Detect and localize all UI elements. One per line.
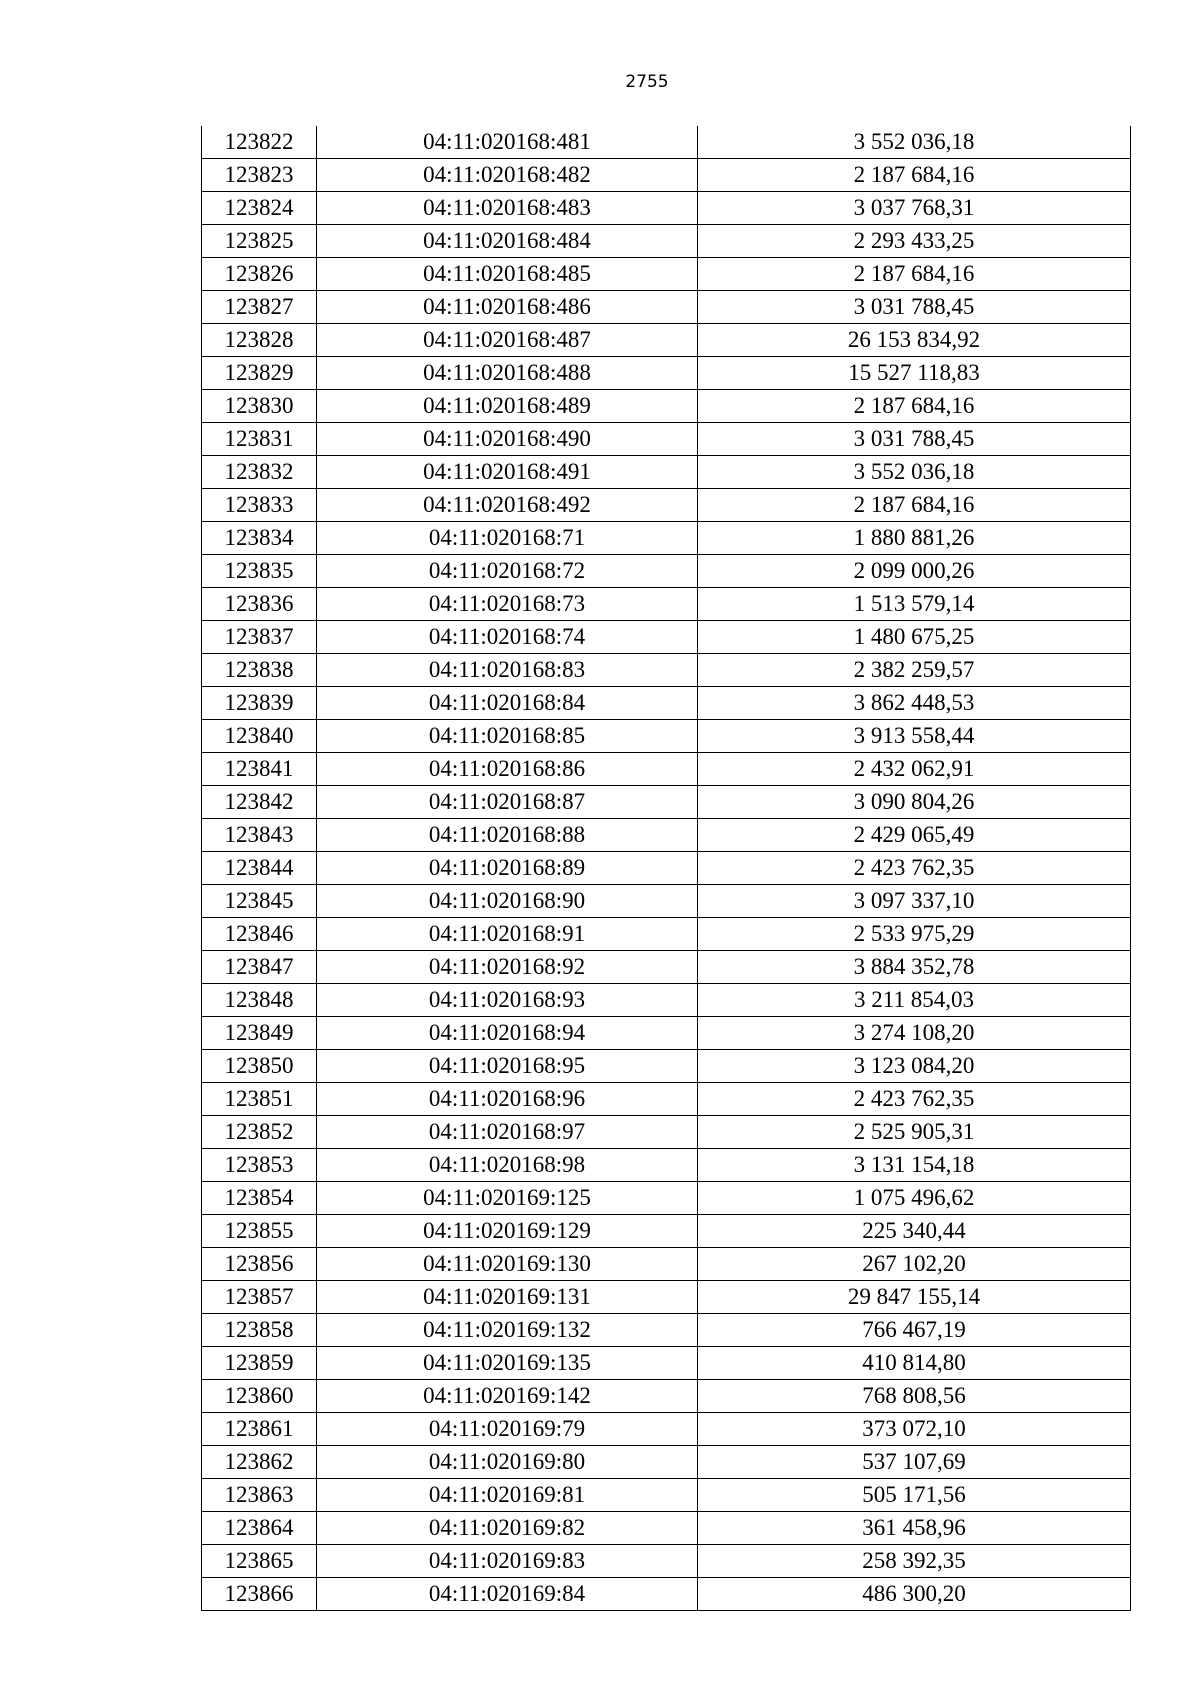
row-number-cell: 123844 (202, 852, 317, 885)
row-number-cell: 123847 (202, 951, 317, 984)
row-number-cell: 123852 (202, 1116, 317, 1149)
row-number-cell: 123838 (202, 654, 317, 687)
row-number-cell: 123822 (202, 126, 317, 159)
table-row (202, 390, 1131, 423)
table-row (202, 489, 1131, 522)
cadastral-value-cell: 15 527 118,83 (698, 357, 1131, 390)
row-number-cell: 123850 (202, 1050, 317, 1083)
cadastral-number-cell: 04:11:020168:91 (317, 918, 698, 951)
cadastral-value-cell: 2 293 433,25 (698, 225, 1131, 258)
row-number-cell: 123862 (202, 1446, 317, 1479)
table-row (202, 159, 1131, 192)
cadastral-number-cell: 04:11:020168:95 (317, 1050, 698, 1083)
cadastral-number-cell: 04:11:020169:79 (317, 1413, 698, 1446)
table-row (202, 852, 1131, 885)
table-row (202, 720, 1131, 753)
cadastral-value-cell: 3 090 804,26 (698, 786, 1131, 819)
cadastral-number-cell: 04:11:020168:90 (317, 885, 698, 918)
cadastral-value-cell: 2 187 684,16 (698, 489, 1131, 522)
cadastral-value-cell: 3 913 558,44 (698, 720, 1131, 753)
page-number: 2755 (625, 72, 669, 92)
cadastral-number-cell: 04:11:020168:481 (317, 126, 698, 159)
cadastral-number-cell: 04:11:020168:84 (317, 687, 698, 720)
cadastral-number-cell: 04:11:020169:80 (317, 1446, 698, 1479)
table-row (202, 984, 1131, 1017)
row-number-cell: 123839 (202, 687, 317, 720)
row-number-cell: 123841 (202, 753, 317, 786)
table-row (202, 951, 1131, 984)
cadastral-number-cell: 04:11:020168:83 (317, 654, 698, 687)
row-number-cell: 123829 (202, 357, 317, 390)
cadastral-number-cell: 04:11:020169:130 (317, 1248, 698, 1281)
cadastral-value-cell: 3 131 154,18 (698, 1149, 1131, 1182)
cadastral-value-cell: 2 187 684,16 (698, 390, 1131, 423)
row-number-cell: 123860 (202, 1380, 317, 1413)
cadastral-value-cell: 3 552 036,18 (698, 126, 1131, 159)
cadastral-number-cell: 04:11:020169:131 (317, 1281, 698, 1314)
cadastral-number-cell: 04:11:020168:72 (317, 555, 698, 588)
cadastral-number-cell: 04:11:020168:71 (317, 522, 698, 555)
cadastral-number-cell: 04:11:020168:89 (317, 852, 698, 885)
table-row (202, 456, 1131, 489)
cadastral-value-cell: 258 392,35 (698, 1545, 1131, 1578)
row-number-cell: 123856 (202, 1248, 317, 1281)
cadastral-value-cell: 505 171,56 (698, 1479, 1131, 1512)
cadastral-number-cell: 04:11:020168:486 (317, 291, 698, 324)
table-row (202, 258, 1131, 291)
table-row (202, 687, 1131, 720)
row-number-cell: 123825 (202, 225, 317, 258)
cadastral-value-cell: 267 102,20 (698, 1248, 1131, 1281)
cadastral-value-cell: 2 187 684,16 (698, 258, 1131, 291)
table-row (202, 1512, 1131, 1545)
cadastral-value-cell: 361 458,96 (698, 1512, 1131, 1545)
cadastral-value-cell: 1 513 579,14 (698, 588, 1131, 621)
row-number-cell: 123830 (202, 390, 317, 423)
cadastral-value-cell: 3 274 108,20 (698, 1017, 1131, 1050)
row-number-cell: 123864 (202, 1512, 317, 1545)
table-row (202, 1050, 1131, 1083)
table-row (202, 1083, 1131, 1116)
table-row (202, 1479, 1131, 1512)
cadastral-value-cell: 410 814,80 (698, 1347, 1131, 1380)
table-row (202, 819, 1131, 852)
table-row (202, 1347, 1131, 1380)
cadastral-number-cell: 04:11:020168:96 (317, 1083, 698, 1116)
cadastral-number-cell: 04:11:020168:483 (317, 192, 698, 225)
cadastral-number-cell: 04:11:020168:85 (317, 720, 698, 753)
cadastral-number-cell: 04:11:020168:93 (317, 984, 698, 1017)
cadastral-value-cell: 3 031 788,45 (698, 291, 1131, 324)
row-number-cell: 123826 (202, 258, 317, 291)
cadastral-number-cell: 04:11:020168:98 (317, 1149, 698, 1182)
cadastral-number-cell: 04:11:020169:83 (317, 1545, 698, 1578)
cadastral-value-table (201, 126, 1131, 1611)
cadastral-number-cell: 04:11:020169:135 (317, 1347, 698, 1380)
cadastral-value-cell: 2 429 065,49 (698, 819, 1131, 852)
cadastral-value-cell: 2 432 062,91 (698, 753, 1131, 786)
cadastral-value-cell: 768 808,56 (698, 1380, 1131, 1413)
table-row (202, 324, 1131, 357)
table-row (202, 1446, 1131, 1479)
cadastral-number-cell: 04:11:020168:94 (317, 1017, 698, 1050)
row-number-cell: 123843 (202, 819, 317, 852)
cadastral-number-cell: 04:11:020169:82 (317, 1512, 698, 1545)
row-number-cell: 123834 (202, 522, 317, 555)
table-row (202, 555, 1131, 588)
table-row (202, 1545, 1131, 1578)
cadastral-number-cell: 04:11:020168:86 (317, 753, 698, 786)
row-number-cell: 123858 (202, 1314, 317, 1347)
cadastral-value-cell: 3 097 337,10 (698, 885, 1131, 918)
cadastral-value-cell: 3 037 768,31 (698, 192, 1131, 225)
cadastral-number-cell: 04:11:020169:81 (317, 1479, 698, 1512)
row-number-cell: 123857 (202, 1281, 317, 1314)
table-row (202, 786, 1131, 819)
cadastral-value-cell: 2 382 259,57 (698, 654, 1131, 687)
table-row (202, 1116, 1131, 1149)
cadastral-value-cell: 1 880 881,26 (698, 522, 1131, 555)
cadastral-number-cell: 04:11:020168:74 (317, 621, 698, 654)
cadastral-value-cell: 373 072,10 (698, 1413, 1131, 1446)
table-row (202, 1215, 1131, 1248)
cadastral-number-cell: 04:11:020168:492 (317, 489, 698, 522)
cadastral-number-cell: 04:11:020168:487 (317, 324, 698, 357)
cadastral-value-cell: 766 467,19 (698, 1314, 1131, 1347)
cadastral-number-cell: 04:11:020168:488 (317, 357, 698, 390)
row-number-cell: 123836 (202, 588, 317, 621)
row-number-cell: 123835 (202, 555, 317, 588)
table-row (202, 654, 1131, 687)
table-body (202, 126, 1131, 1611)
cadastral-value-cell: 29 847 155,14 (698, 1281, 1131, 1314)
cadastral-number-cell: 04:11:020168:97 (317, 1116, 698, 1149)
cadastral-value-cell: 3 211 854,03 (698, 984, 1131, 1017)
row-number-cell: 123833 (202, 489, 317, 522)
cadastral-value-cell: 2 423 762,35 (698, 852, 1131, 885)
cadastral-value-cell: 3 552 036,18 (698, 456, 1131, 489)
row-number-cell: 123840 (202, 720, 317, 753)
cadastral-number-cell: 04:11:020169:142 (317, 1380, 698, 1413)
row-number-cell: 123832 (202, 456, 317, 489)
table-row (202, 522, 1131, 555)
row-number-cell: 123853 (202, 1149, 317, 1182)
table-row (202, 126, 1131, 159)
table-row (202, 1314, 1131, 1347)
cadastral-value-cell: 537 107,69 (698, 1446, 1131, 1479)
row-number-cell: 123842 (202, 786, 317, 819)
table-row (202, 1149, 1131, 1182)
cadastral-number-cell: 04:11:020169:129 (317, 1215, 698, 1248)
table-row (202, 225, 1131, 258)
cadastral-value-cell: 1 075 496,62 (698, 1182, 1131, 1215)
cadastral-number-cell: 04:11:020168:87 (317, 786, 698, 819)
cadastral-number-cell: 04:11:020169:125 (317, 1182, 698, 1215)
cadastral-value-cell: 3 884 352,78 (698, 951, 1131, 984)
table-row (202, 588, 1131, 621)
table-row (202, 1017, 1131, 1050)
row-number-cell: 123855 (202, 1215, 317, 1248)
row-number-cell: 123845 (202, 885, 317, 918)
cadastral-number-cell: 04:11:020168:92 (317, 951, 698, 984)
cadastral-number-cell: 04:11:020168:485 (317, 258, 698, 291)
table-row (202, 885, 1131, 918)
cadastral-value-cell: 2 525 905,31 (698, 1116, 1131, 1149)
row-number-cell: 123828 (202, 324, 317, 357)
row-number-cell: 123846 (202, 918, 317, 951)
table-row (202, 753, 1131, 786)
table-row (202, 192, 1131, 225)
table-row (202, 357, 1131, 390)
table-row (202, 1380, 1131, 1413)
cadastral-value-cell: 2 099 000,26 (698, 555, 1131, 588)
cadastral-number-cell: 04:11:020168:490 (317, 423, 698, 456)
cadastral-value-cell: 1 480 675,25 (698, 621, 1131, 654)
table-row (202, 1248, 1131, 1281)
cadastral-value-cell: 225 340,44 (698, 1215, 1131, 1248)
table-row (202, 291, 1131, 324)
row-number-cell: 123866 (202, 1578, 317, 1611)
cadastral-number-cell: 04:11:020169:84 (317, 1578, 698, 1611)
cadastral-number-cell: 04:11:020168:73 (317, 588, 698, 621)
cadastral-value-cell: 3 862 448,53 (698, 687, 1131, 720)
cadastral-value-cell: 2 533 975,29 (698, 918, 1131, 951)
cadastral-value-cell: 2 423 762,35 (698, 1083, 1131, 1116)
table-row (202, 621, 1131, 654)
row-number-cell: 123849 (202, 1017, 317, 1050)
cadastral-value-cell: 3 123 084,20 (698, 1050, 1131, 1083)
row-number-cell: 123837 (202, 621, 317, 654)
cadastral-value-cell: 3 031 788,45 (698, 423, 1131, 456)
row-number-cell: 123865 (202, 1545, 317, 1578)
table-row (202, 1182, 1131, 1215)
row-number-cell: 123831 (202, 423, 317, 456)
table-row (202, 1578, 1131, 1611)
row-number-cell: 123827 (202, 291, 317, 324)
row-number-cell: 123823 (202, 159, 317, 192)
row-number-cell: 123859 (202, 1347, 317, 1380)
row-number-cell: 123854 (202, 1182, 317, 1215)
table-row (202, 918, 1131, 951)
cadastral-number-cell: 04:11:020168:482 (317, 159, 698, 192)
row-number-cell: 123848 (202, 984, 317, 1017)
row-number-cell: 123863 (202, 1479, 317, 1512)
cadastral-number-cell: 04:11:020169:132 (317, 1314, 698, 1347)
row-number-cell: 123851 (202, 1083, 317, 1116)
cadastral-value-cell: 26 153 834,92 (698, 324, 1131, 357)
table-row (202, 1281, 1131, 1314)
cadastral-value-cell: 486 300,20 (698, 1578, 1131, 1611)
row-number-cell: 123824 (202, 192, 317, 225)
table-row (202, 423, 1131, 456)
row-number-cell: 123861 (202, 1413, 317, 1446)
cadastral-value-cell: 2 187 684,16 (698, 159, 1131, 192)
cadastral-number-cell: 04:11:020168:88 (317, 819, 698, 852)
cadastral-number-cell: 04:11:020168:484 (317, 225, 698, 258)
cadastral-number-cell: 04:11:020168:491 (317, 456, 698, 489)
cadastral-number-cell: 04:11:020168:489 (317, 390, 698, 423)
table-row (202, 1413, 1131, 1446)
